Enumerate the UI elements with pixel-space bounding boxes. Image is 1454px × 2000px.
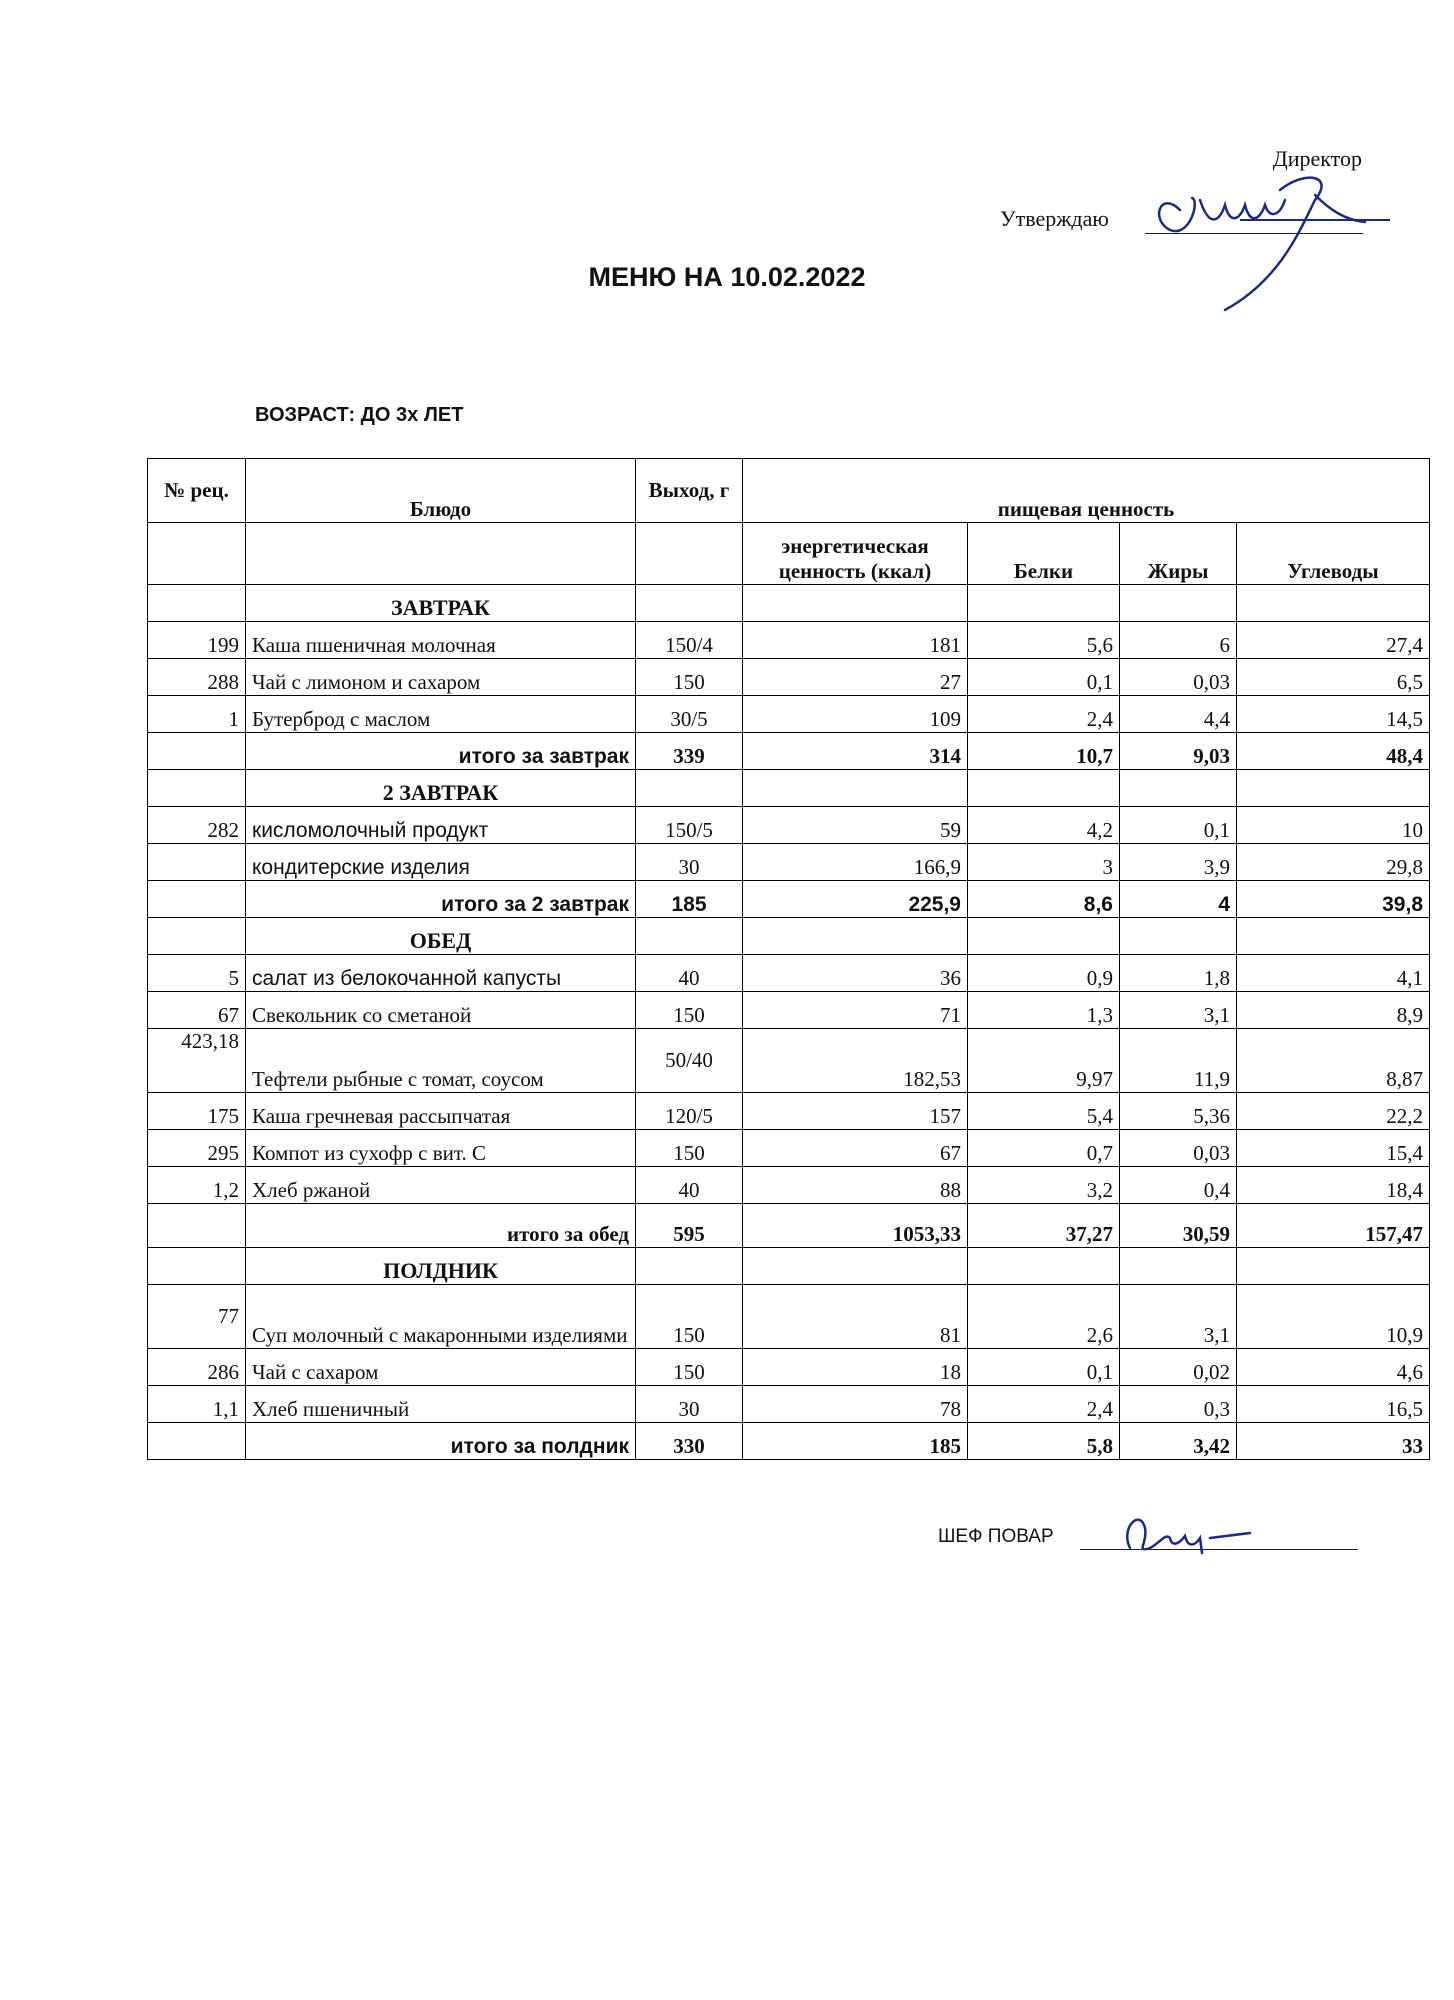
dish-cell: Хлеб пшеничный bbox=[246, 1386, 636, 1423]
yield-cell: 30 bbox=[636, 844, 743, 881]
yield-cell: 150 bbox=[636, 1130, 743, 1167]
table-row bbox=[148, 622, 1430, 659]
rec-cell: 199 bbox=[148, 622, 246, 659]
table-row bbox=[148, 1029, 1430, 1093]
protein-cell: 5,4 bbox=[968, 1093, 1120, 1130]
protein-cell: 2,4 bbox=[968, 696, 1120, 733]
rec-cell: 1,2 bbox=[148, 1167, 246, 1204]
total-protein: 37,27 bbox=[968, 1204, 1120, 1248]
director-title: Директор bbox=[1272, 146, 1362, 171]
protein-cell: 0,1 bbox=[968, 659, 1120, 696]
table-row bbox=[148, 844, 1430, 881]
table-row bbox=[148, 1386, 1430, 1423]
protein-cell: 9,97 bbox=[968, 1029, 1120, 1093]
total-row bbox=[148, 1204, 1430, 1248]
menu-table bbox=[147, 458, 1430, 1460]
table-row bbox=[148, 992, 1430, 1029]
section-title: ОБЕД bbox=[246, 918, 636, 955]
rec-cell: 1,1 bbox=[148, 1386, 246, 1423]
kcal-cell: 166,9 bbox=[743, 844, 968, 881]
total-kcal: 225,9 bbox=[743, 881, 968, 918]
rec-cell: 282 bbox=[148, 807, 246, 844]
fat-cell: 0,4 bbox=[1120, 1167, 1237, 1204]
carbs-cell: 4,1 bbox=[1237, 955, 1430, 992]
kcal-cell: 109 bbox=[743, 696, 968, 733]
protein-cell: 1,3 bbox=[968, 992, 1120, 1029]
dish-cell: Компот из сухофр с вит. С bbox=[246, 1130, 636, 1167]
page-title: МЕНЮ НА 10.02.2022 bbox=[588, 262, 866, 292]
total-fat: 9,03 bbox=[1120, 733, 1237, 770]
fat-cell: 5,36 bbox=[1120, 1093, 1237, 1130]
dish-cell: Суп молочный с макаронными изделиями bbox=[246, 1285, 636, 1349]
carbs-cell: 18,4 bbox=[1237, 1167, 1430, 1204]
total-label: итого за обед bbox=[246, 1204, 636, 1248]
total-fat: 30,59 bbox=[1120, 1204, 1237, 1248]
section-row bbox=[148, 770, 1430, 807]
total-protein: 8,6 bbox=[968, 881, 1120, 918]
fat-cell: 0,03 bbox=[1120, 1130, 1237, 1167]
chef-label: ШЕФ ПОВАР bbox=[938, 1526, 1054, 1547]
kcal-cell: 182,53 bbox=[743, 1029, 968, 1093]
kcal-cell: 27 bbox=[743, 659, 968, 696]
yield-cell: 30 bbox=[636, 1386, 743, 1423]
table-row bbox=[148, 1167, 1430, 1204]
table-row bbox=[148, 1130, 1430, 1167]
table-row bbox=[148, 955, 1430, 992]
yield-cell: 50/40 bbox=[636, 1029, 743, 1093]
yield-cell: 40 bbox=[636, 1167, 743, 1204]
yield-cell: 30/5 bbox=[636, 696, 743, 733]
dish-cell: кондитерские изделия bbox=[246, 844, 636, 881]
fat-cell: 0,3 bbox=[1120, 1386, 1237, 1423]
total-kcal: 314 bbox=[743, 733, 968, 770]
fat-cell: 11,9 bbox=[1120, 1029, 1237, 1093]
header-carbs: Углеводы bbox=[1237, 523, 1430, 585]
total-label: итого за полдник bbox=[246, 1423, 636, 1460]
carbs-cell: 8,87 bbox=[1237, 1029, 1430, 1093]
protein-cell: 2,6 bbox=[968, 1285, 1120, 1349]
rec-cell bbox=[148, 844, 246, 881]
table-row bbox=[148, 659, 1430, 696]
rec-cell: 175 bbox=[148, 1093, 246, 1130]
carbs-cell: 29,8 bbox=[1237, 844, 1430, 881]
section-title: 2 ЗАВТРАК bbox=[246, 770, 636, 807]
rec-cell: 288 bbox=[148, 659, 246, 696]
fat-cell: 0,02 bbox=[1120, 1349, 1237, 1386]
header-energy: энергетическая ценность (ккал) bbox=[743, 523, 968, 585]
section-row bbox=[148, 1248, 1430, 1285]
total-yield: 595 bbox=[636, 1204, 743, 1248]
carbs-cell: 8,9 bbox=[1237, 992, 1430, 1029]
yield-cell: 150 bbox=[636, 1349, 743, 1386]
kcal-cell: 71 bbox=[743, 992, 968, 1029]
carbs-cell: 27,4 bbox=[1237, 622, 1430, 659]
carbs-cell: 10,9 bbox=[1237, 1285, 1430, 1349]
total-row bbox=[148, 881, 1430, 918]
yield-cell: 150 bbox=[636, 1285, 743, 1349]
yield-cell: 40 bbox=[636, 955, 743, 992]
dish-cell: Бутерброд с маслом bbox=[246, 696, 636, 733]
dish-cell: салат из белокочанной капусты bbox=[246, 955, 636, 992]
table-row bbox=[148, 1285, 1430, 1349]
protein-cell: 0,7 bbox=[968, 1130, 1120, 1167]
section-title: ЗАВТРАК bbox=[246, 585, 636, 622]
protein-cell: 5,6 bbox=[968, 622, 1120, 659]
section-row bbox=[148, 918, 1430, 955]
total-carbs: 48,4 bbox=[1237, 733, 1430, 770]
kcal-cell: 81 bbox=[743, 1285, 968, 1349]
total-yield: 339 bbox=[636, 733, 743, 770]
header-fat: Жиры bbox=[1120, 523, 1237, 585]
total-carbs: 157,47 bbox=[1237, 1204, 1430, 1248]
protein-cell: 3,2 bbox=[968, 1167, 1120, 1204]
dish-cell: кисломолочный продукт bbox=[246, 807, 636, 844]
yield-cell: 150/5 bbox=[636, 807, 743, 844]
fat-cell: 3,1 bbox=[1120, 992, 1237, 1029]
approve-label: Утверждаю bbox=[1000, 206, 1109, 231]
total-carbs: 33 bbox=[1237, 1423, 1430, 1460]
fat-cell: 1,8 bbox=[1120, 955, 1237, 992]
dish-cell: Хлеб ржаной bbox=[246, 1167, 636, 1204]
rec-cell: 423,18 bbox=[148, 1029, 246, 1093]
kcal-cell: 157 bbox=[743, 1093, 968, 1130]
total-fat: 4 bbox=[1120, 881, 1237, 918]
chef-signature bbox=[1110, 1498, 1260, 1568]
dish-cell: Свекольник со сметаной bbox=[246, 992, 636, 1029]
rec-cell: 77 bbox=[148, 1285, 246, 1349]
table-row bbox=[148, 1093, 1430, 1130]
age-label: ВОЗРАСТ: ДО 3х ЛЕТ bbox=[255, 404, 464, 426]
kcal-cell: 67 bbox=[743, 1130, 968, 1167]
rec-cell: 295 bbox=[148, 1130, 246, 1167]
protein-cell: 3 bbox=[968, 844, 1120, 881]
dish-cell: Каша пшеничная молочная bbox=[246, 622, 636, 659]
kcal-cell: 59 bbox=[743, 807, 968, 844]
fat-cell: 6 bbox=[1120, 622, 1237, 659]
total-yield: 330 bbox=[636, 1423, 743, 1460]
table-row bbox=[148, 1349, 1430, 1386]
protein-cell: 2,4 bbox=[968, 1386, 1120, 1423]
protein-cell: 0,9 bbox=[968, 955, 1120, 992]
fat-cell: 0,03 bbox=[1120, 659, 1237, 696]
total-kcal: 185 bbox=[743, 1423, 968, 1460]
kcal-cell: 18 bbox=[743, 1349, 968, 1386]
rec-cell: 67 bbox=[148, 992, 246, 1029]
total-kcal: 1053,33 bbox=[743, 1204, 968, 1248]
total-label: итого за завтрак bbox=[246, 733, 636, 770]
carbs-cell: 16,5 bbox=[1237, 1386, 1430, 1423]
dish-cell: Чай с лимоном и сахаром bbox=[246, 659, 636, 696]
header-dish: Блюдо bbox=[246, 459, 636, 523]
header-protein: Белки bbox=[968, 523, 1120, 585]
kcal-cell: 36 bbox=[743, 955, 968, 992]
total-row bbox=[148, 1423, 1430, 1460]
section-row bbox=[148, 585, 1430, 622]
dish-cell: Чай с сахаром bbox=[246, 1349, 636, 1386]
table-row bbox=[148, 696, 1430, 733]
fat-cell: 3,1 bbox=[1120, 1285, 1237, 1349]
carbs-cell: 14,5 bbox=[1237, 696, 1430, 733]
header-rec: № рец. bbox=[148, 459, 246, 523]
header-nutrition: пищевая ценность bbox=[743, 459, 1430, 523]
fat-cell: 0,1 bbox=[1120, 807, 1237, 844]
dish-cell: Каша гречневая рассыпчатая bbox=[246, 1093, 636, 1130]
protein-cell: 0,1 bbox=[968, 1349, 1120, 1386]
carbs-cell: 22,2 bbox=[1237, 1093, 1430, 1130]
rec-cell: 286 bbox=[148, 1349, 246, 1386]
dish-cell: Тефтели рыбные с томат, соусом bbox=[246, 1029, 636, 1093]
fat-cell: 3,9 bbox=[1120, 844, 1237, 881]
kcal-cell: 88 bbox=[743, 1167, 968, 1204]
table-row bbox=[148, 807, 1430, 844]
protein-cell: 4,2 bbox=[968, 807, 1120, 844]
kcal-cell: 181 bbox=[743, 622, 968, 659]
total-carbs: 39,8 bbox=[1237, 881, 1430, 918]
total-fat: 3,42 bbox=[1120, 1423, 1237, 1460]
total-label: итого за 2 завтрак bbox=[246, 881, 636, 918]
carbs-cell: 10 bbox=[1237, 807, 1430, 844]
fat-cell: 4,4 bbox=[1120, 696, 1237, 733]
yield-cell: 150/4 bbox=[636, 622, 743, 659]
rec-cell: 1 bbox=[148, 696, 246, 733]
total-protein: 10,7 bbox=[968, 733, 1120, 770]
header-row-2 bbox=[148, 523, 1430, 585]
total-protein: 5,8 bbox=[968, 1423, 1120, 1460]
carbs-cell: 15,4 bbox=[1237, 1130, 1430, 1167]
carbs-cell: 6,5 bbox=[1237, 659, 1430, 696]
rec-cell: 5 bbox=[148, 955, 246, 992]
total-yield: 185 bbox=[636, 881, 743, 918]
header-yield: Выход, г bbox=[636, 459, 743, 523]
kcal-cell: 78 bbox=[743, 1386, 968, 1423]
total-row bbox=[148, 733, 1430, 770]
carbs-cell: 4,6 bbox=[1237, 1349, 1430, 1386]
section-title: ПОЛДНИК bbox=[246, 1248, 636, 1285]
yield-cell: 120/5 bbox=[636, 1093, 743, 1130]
yield-cell: 150 bbox=[636, 992, 743, 1029]
header-row-1 bbox=[148, 459, 1430, 523]
yield-cell: 150 bbox=[636, 659, 743, 696]
